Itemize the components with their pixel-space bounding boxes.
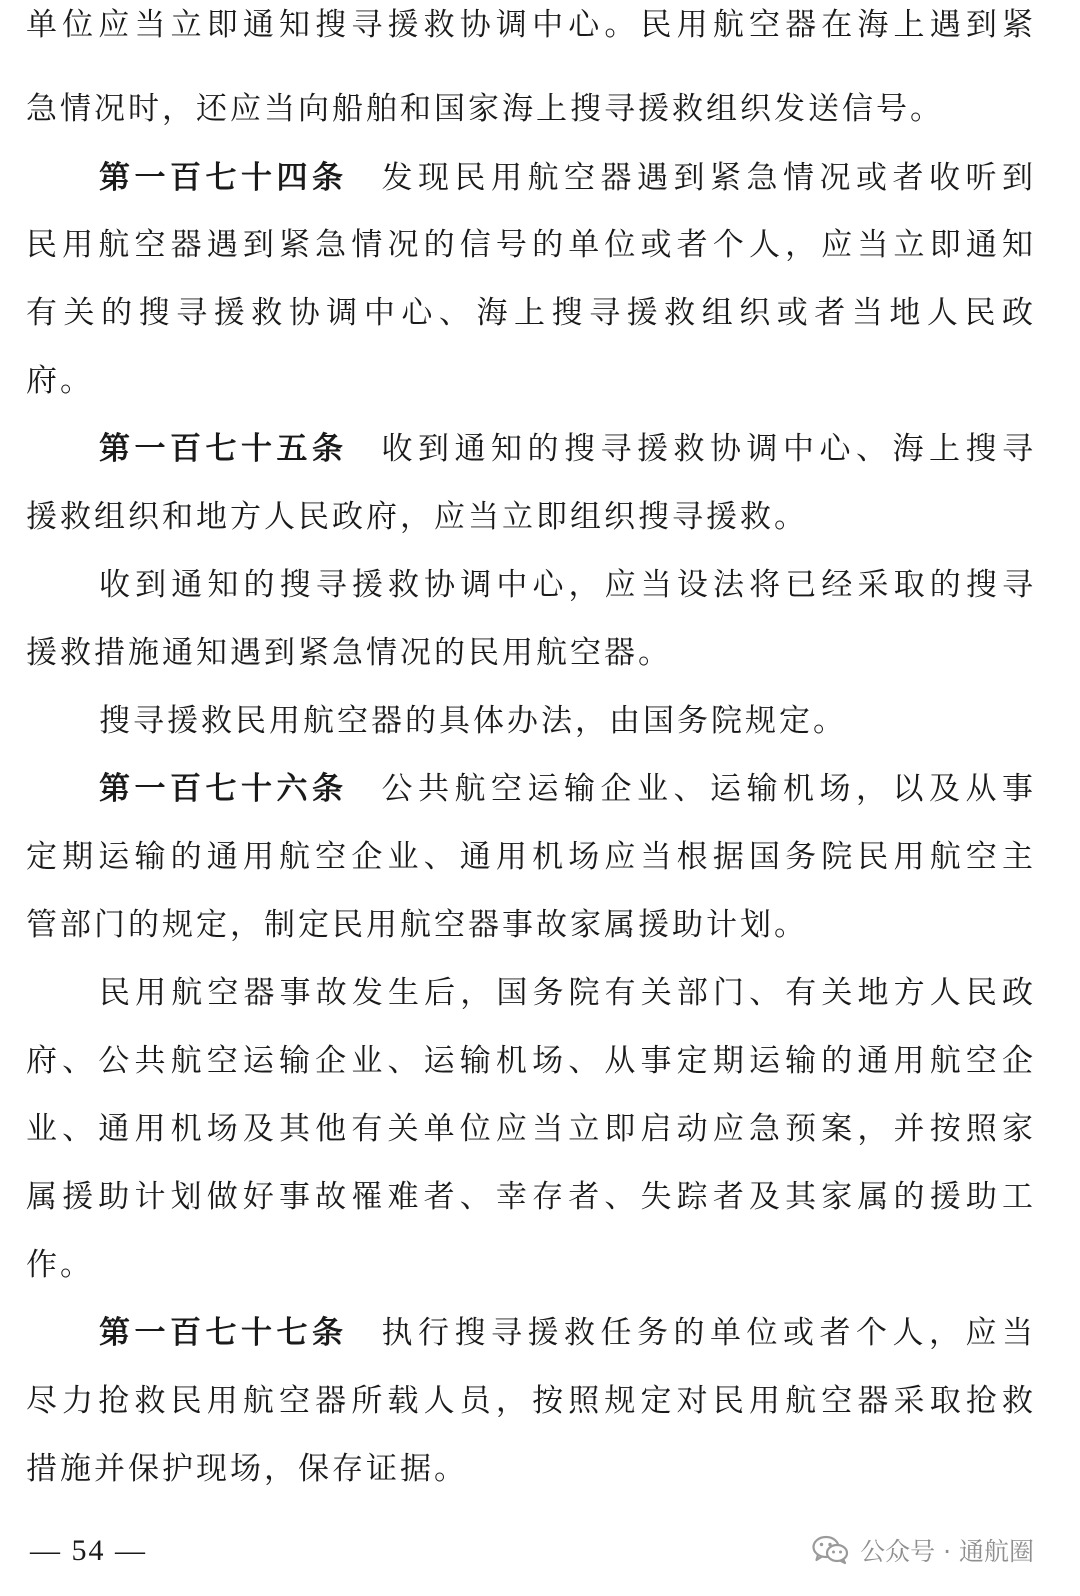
text-line: 作。 xyxy=(26,1247,94,1283)
text-line: 援救组织和地方人民政府，应当立即组织搜寻援救。 xyxy=(26,499,808,535)
text-line: 府、公共航空运输企业、运输机场、从事定期运输的通用航空企 xyxy=(26,1043,1036,1079)
text-line: 管部门的规定，制定民用航空器事故家属援助计划。 xyxy=(26,907,808,943)
watermark xyxy=(812,1530,1034,1570)
article-title: 第一百七十七条 xyxy=(99,1315,348,1351)
text-line: 有关的搜寻援救协调中心、海上搜寻援救组织或者当地人民政 xyxy=(26,295,1036,331)
text-line: 业、通用机场及其他有关单位应当立即启动应急预案，并按照家 xyxy=(26,1111,1036,1147)
paragraph-first-line: 收到通知的搜寻援救协调中心，应当设法将已经采取的搜寻 xyxy=(99,567,1036,603)
article-177-heading-line xyxy=(99,1310,1036,1356)
article-text: 发现民用航空器遇到紧急情况或者收听到 xyxy=(381,160,1036,196)
article-title: 第一百七十六条 xyxy=(99,771,348,807)
article-text: 公共航空运输企业、运输机场，以及从事 xyxy=(381,771,1036,807)
text-line: 措施并保护现场，保存证据。 xyxy=(26,1451,468,1487)
wechat-icon xyxy=(812,1535,850,1565)
text-line: 属援助计划做好事故罹难者、幸存者、失踪者及其家属的援助工 xyxy=(26,1179,1036,1215)
article-176-heading-line xyxy=(99,766,1036,812)
text-line: 府。 xyxy=(26,363,94,399)
watermark-text: 公众号 · 通航圈 xyxy=(860,1537,1034,1566)
text-line: 定期运输的通用航空企业、通用机场应当根据国务院民用航空主 xyxy=(26,839,1036,875)
page-number: — 54 — xyxy=(30,1534,147,1567)
text-line: 急情况时，还应当向船舶和国家海上搜寻援救组织发送信号。 xyxy=(26,91,944,127)
paragraph-first-line: 民用航空器事故发生后，国务院有关部门、有关地方人民政 xyxy=(99,975,1036,1011)
article-title: 第一百七十四条 xyxy=(99,160,348,196)
article-175-heading-line xyxy=(99,426,1036,472)
article-174-heading-line xyxy=(99,155,1036,201)
paragraph-first-line: 搜寻援救民用航空器的具体办法，由国务院规定。 xyxy=(99,703,847,739)
text-line: 援救措施通知遇到紧急情况的民用航空器。 xyxy=(26,635,672,671)
article-text: 收到通知的搜寻援救协调中心、海上搜寻 xyxy=(381,431,1036,467)
article-text: 执行搜寻援救任务的单位或者个人，应当 xyxy=(381,1315,1036,1351)
text-line: 单位应当立即通知搜寻援救协调中心。民用航空器在海上遇到紧 xyxy=(26,7,1036,43)
text-line: 民用航空器遇到紧急情况的信号的单位或者个人，应当立即通知 xyxy=(26,227,1036,263)
article-title: 第一百七十五条 xyxy=(99,431,348,467)
text-line: 尽力抢救民用航空器所载人员，按照规定对民用航空器采取抢救 xyxy=(26,1383,1036,1419)
